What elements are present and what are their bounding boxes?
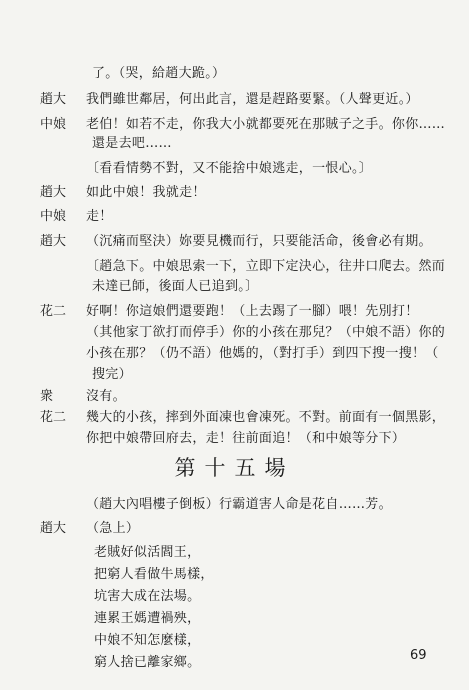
- speaker-name: 趙大: [40, 234, 67, 249]
- stage-direction: 未達已師，後面人已追到。〕: [92, 279, 259, 294]
- dialogue-line: 好啊！你這娘們還要跑！（上去踢了一腳）喂！先別打！: [86, 304, 419, 319]
- speaker-name: 趙大: [40, 92, 67, 107]
- speaker-name: 趙大: [40, 521, 67, 536]
- dialogue-line: 如此中娘！我就走！: [86, 185, 206, 200]
- verse-line: 老賊好似活閻王，: [94, 545, 201, 560]
- verse-line: 連累王媽遭禍殃，: [94, 611, 201, 626]
- verse-line: 中娘不知怎麼樣，: [94, 633, 201, 648]
- dialogue-line: 沒有。: [86, 389, 126, 404]
- dialogue-line: 你把中娘帶回府去，走！往前面追！（和中娘等分下）: [86, 431, 406, 446]
- speaker-name: 衆: [40, 389, 54, 404]
- speaker-name: 趙大: [40, 185, 67, 200]
- dialogue-line: 我們雖世鄰居，何出此言，還是趕路要緊。（人聲更近。）: [86, 92, 419, 107]
- dialogue-line: 老伯！如若不走，你我大小就都要死在那賊子之手。你你……: [86, 117, 446, 132]
- stage-direction: （急上）: [86, 521, 140, 536]
- speaker-name: 花二: [40, 410, 67, 425]
- dialogue-line: 還是去吧……: [92, 136, 172, 151]
- scene-title: 第十五場: [174, 456, 295, 480]
- dialogue-line: 小孩在那？（仍不語）他媽的，（對打手）到四下搜一搜！（: [86, 346, 439, 361]
- verse-line: 坑害大成在法場。: [94, 589, 201, 604]
- dialogue-line: （沉痛而堅決）妳要見機而行，只要能活命，後會必有期。: [86, 234, 432, 249]
- speaker-name: 花二: [40, 304, 67, 319]
- stage-direction: 〔趙急下。中娘思索一下，立即下定決心，往井口爬去。然而: [86, 259, 446, 274]
- verse-line: 把窮人看做牛馬樣，: [94, 567, 214, 582]
- dialogue-line: 幾大的小孩，摔到外面凍也會凍死。不對。前面有一個黑影，: [86, 410, 446, 425]
- page-number: 69: [410, 648, 427, 663]
- stage-direction: 〔看看情勢不對，又不能捨中娘逃走，一恨心。〕: [86, 161, 373, 176]
- dialogue-line: 了。（哭，給趙大跪。）: [92, 66, 226, 81]
- speaker-name: 中娘: [40, 209, 67, 224]
- dialogue-line: 走！: [86, 209, 113, 224]
- dialogue-line: 搜完）: [92, 367, 132, 382]
- speaker-name: 中娘: [40, 117, 67, 132]
- stage-direction: （趙大內唱樓子倒板）行霸道害人命是花自……芳。: [86, 497, 392, 512]
- dialogue-line: （其他家丁欲打而停手）你的小孩在那兒？（中娘不語）你的: [86, 325, 446, 340]
- verse-line: 窮人捨已離家鄉。: [94, 655, 201, 670]
